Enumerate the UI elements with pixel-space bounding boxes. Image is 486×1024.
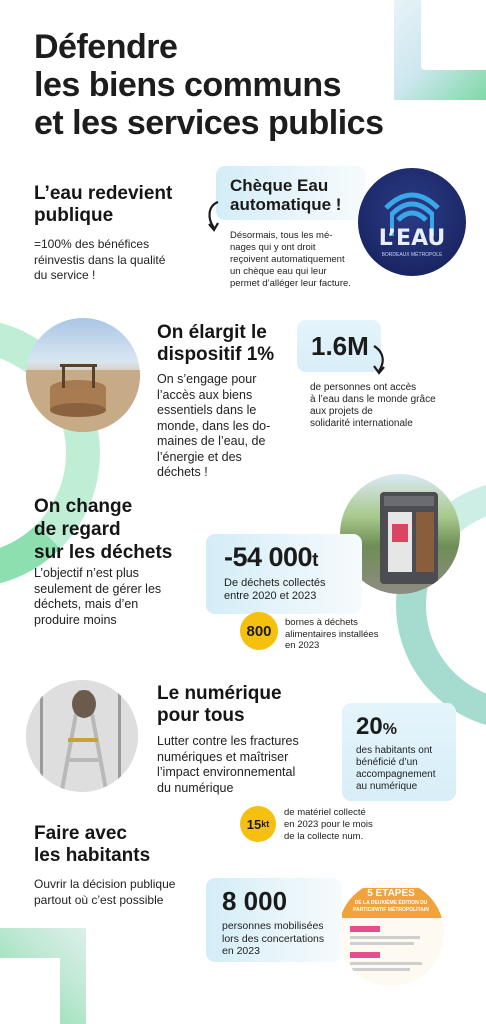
stat-number: 20 xyxy=(356,713,383,740)
badge-value: 800 xyxy=(246,622,272,640)
text-line: du numérique xyxy=(157,780,234,795)
ladder-photo xyxy=(26,680,138,792)
text-line: produire moins xyxy=(34,612,117,627)
heading-line: sur les déchets xyxy=(34,542,173,563)
text-line: à l’eau dans le monde grâce xyxy=(310,394,436,405)
title-line: les biens communs xyxy=(34,66,342,104)
stat-value: 8 000 xyxy=(222,886,288,916)
text-line: en 2023 xyxy=(285,640,320,651)
heading-line: les habitants xyxy=(34,845,151,866)
water-waves-icon xyxy=(358,168,466,276)
text-line: accompagnement xyxy=(356,769,436,780)
stat-unit: t xyxy=(312,550,318,571)
text-line: maines de l’eau, de xyxy=(157,434,266,448)
stat-unit: % xyxy=(382,721,397,738)
cheque-eau-text xyxy=(230,230,351,290)
stat-20pct-text xyxy=(356,745,436,793)
heading-line: L’eau redevient xyxy=(34,183,173,204)
water-heading xyxy=(34,183,172,227)
leau-logo xyxy=(358,168,466,276)
curved-arrow-icon xyxy=(204,200,226,234)
text-line: Désormais, tous les mé- xyxy=(230,230,333,241)
stat-value xyxy=(356,713,397,741)
text-line: l’énergie et des xyxy=(157,449,242,464)
text-line: numériques et maîtriser xyxy=(157,749,289,764)
corner-decoration-bottom-inner xyxy=(0,958,60,1024)
digital-text xyxy=(157,734,299,796)
text-line: permet d’alléger leur facture. xyxy=(230,278,351,289)
title-line: et les services publics xyxy=(34,104,384,142)
heading-line: de regard xyxy=(34,519,121,540)
solidarity-heading xyxy=(157,322,274,366)
text-line: Ouvrir la décision publique xyxy=(34,877,176,891)
heading-line: publique xyxy=(34,205,114,226)
badge-value: 15 xyxy=(246,816,262,832)
text-line: partout où c’est possible xyxy=(34,893,164,907)
stat-value: 1.6M xyxy=(311,331,369,361)
text-line: entre 2020 et 2023 xyxy=(224,590,317,602)
text-line: réinvestis dans la qualité xyxy=(34,252,166,267)
poster-tag xyxy=(350,926,380,932)
text-line: l’accès aux biens xyxy=(157,387,253,402)
text-line: en 2023 pour le mois xyxy=(284,819,373,830)
stat-card-8000 xyxy=(206,878,342,962)
text-line: L’objectif n’est plus xyxy=(34,566,139,580)
solidarity-text xyxy=(157,372,270,481)
badge-15kt-text xyxy=(284,807,373,843)
heading-line: dispositif 1% xyxy=(157,344,275,365)
well-illustration xyxy=(26,318,140,432)
text-line: de personnes ont accès xyxy=(310,382,417,393)
digital-heading xyxy=(157,683,282,727)
water-text xyxy=(34,237,165,284)
poster-line xyxy=(350,968,410,971)
page-title xyxy=(34,28,383,142)
text-line: de la collecte num. xyxy=(284,831,364,842)
stat-8000-text xyxy=(222,920,324,958)
logo-text: L’EAU xyxy=(378,226,446,251)
stat-1-6m-text xyxy=(310,382,436,430)
heading-line: Le numérique xyxy=(157,683,282,704)
citizens-text xyxy=(34,876,175,908)
text-line: lors des concertations xyxy=(222,932,325,945)
text-line: alimentaires installées xyxy=(285,628,379,640)
stat-card-1-6m xyxy=(297,320,381,372)
text-line: On s’engage pour xyxy=(157,372,257,386)
well-photo xyxy=(26,318,140,432)
heading-line: On change xyxy=(34,496,133,517)
stat-number: -54 000 xyxy=(224,542,313,572)
poster-subtitle: DE LA DEUXIÈME ÉDITION DU xyxy=(354,900,428,906)
stat-54000t-text xyxy=(224,577,326,603)
logo-subtext: BORDEAUX MÉTROPOLE xyxy=(381,252,443,258)
poster-tag xyxy=(350,952,380,958)
text-line: déchets, mais d’en xyxy=(34,597,139,611)
text-line: du service ! xyxy=(34,268,96,282)
text-line: un chèque eau qui leur xyxy=(230,266,327,277)
poster-line xyxy=(350,962,422,965)
cheque-eau-title xyxy=(230,176,341,214)
text-line: personnes mobilisées xyxy=(222,920,324,932)
poster-banner xyxy=(338,888,444,918)
text-line: reçoivent automatiquement xyxy=(230,254,345,265)
cheque-title-line: automatique ! xyxy=(230,195,342,214)
text-line: nages qui y ont droit xyxy=(230,242,316,253)
stat-value xyxy=(224,542,318,573)
text-line: aux projets de xyxy=(310,406,373,417)
text-line: monde, dans les do- xyxy=(157,418,271,433)
text-line: l’impact environnemental xyxy=(157,765,296,779)
text-line: =100% des bénéfices xyxy=(34,237,150,251)
text-line: Lutter contre les fractures xyxy=(157,734,299,748)
heading-line: pour tous xyxy=(157,705,245,726)
badge-800-text xyxy=(285,617,378,652)
text-line: solidarité internationale xyxy=(310,418,413,429)
citizens-heading xyxy=(34,823,150,867)
ladder-illustration xyxy=(26,680,138,792)
text-line: essentiels dans le xyxy=(157,403,257,417)
text-line: seulement de gérer les xyxy=(34,581,162,596)
text-line: en 2023 xyxy=(222,945,260,957)
badge-800 xyxy=(240,612,278,650)
stat-card-20pct xyxy=(342,703,456,801)
text-line: déchets ! xyxy=(157,465,208,479)
badge-unit: kt xyxy=(261,819,270,829)
text-line: bénéficié d’un xyxy=(356,757,418,768)
text-line: des habitants ont xyxy=(356,745,433,756)
waste-text xyxy=(34,566,161,628)
waste-heading xyxy=(34,495,172,564)
poster-line xyxy=(350,936,420,939)
cheque-title-line: Chèque Eau xyxy=(230,176,329,195)
text-line: De déchets collectés xyxy=(224,577,326,589)
text-line: de matériel collecté xyxy=(284,807,366,818)
curved-arrow-icon xyxy=(370,344,390,376)
text-line: bornes à déchets xyxy=(285,617,358,628)
participatory-poster-photo xyxy=(338,880,444,986)
poster-subtitle: PARTICIPATIF MÉTROPOLITAIN xyxy=(353,907,429,913)
heading-line: Faire avec xyxy=(34,823,127,844)
poster-title: 5 ÉTAPES xyxy=(367,888,415,899)
heading-line: On élargit le xyxy=(157,322,267,343)
stat-card-54000t xyxy=(206,534,362,614)
title-line: Défendre xyxy=(34,28,178,66)
poster-line xyxy=(350,942,414,945)
corner-decoration-inner xyxy=(421,0,486,70)
text-line: au numérique xyxy=(356,781,418,792)
cheque-eau-card xyxy=(216,166,366,220)
badge-15kt xyxy=(240,806,276,842)
